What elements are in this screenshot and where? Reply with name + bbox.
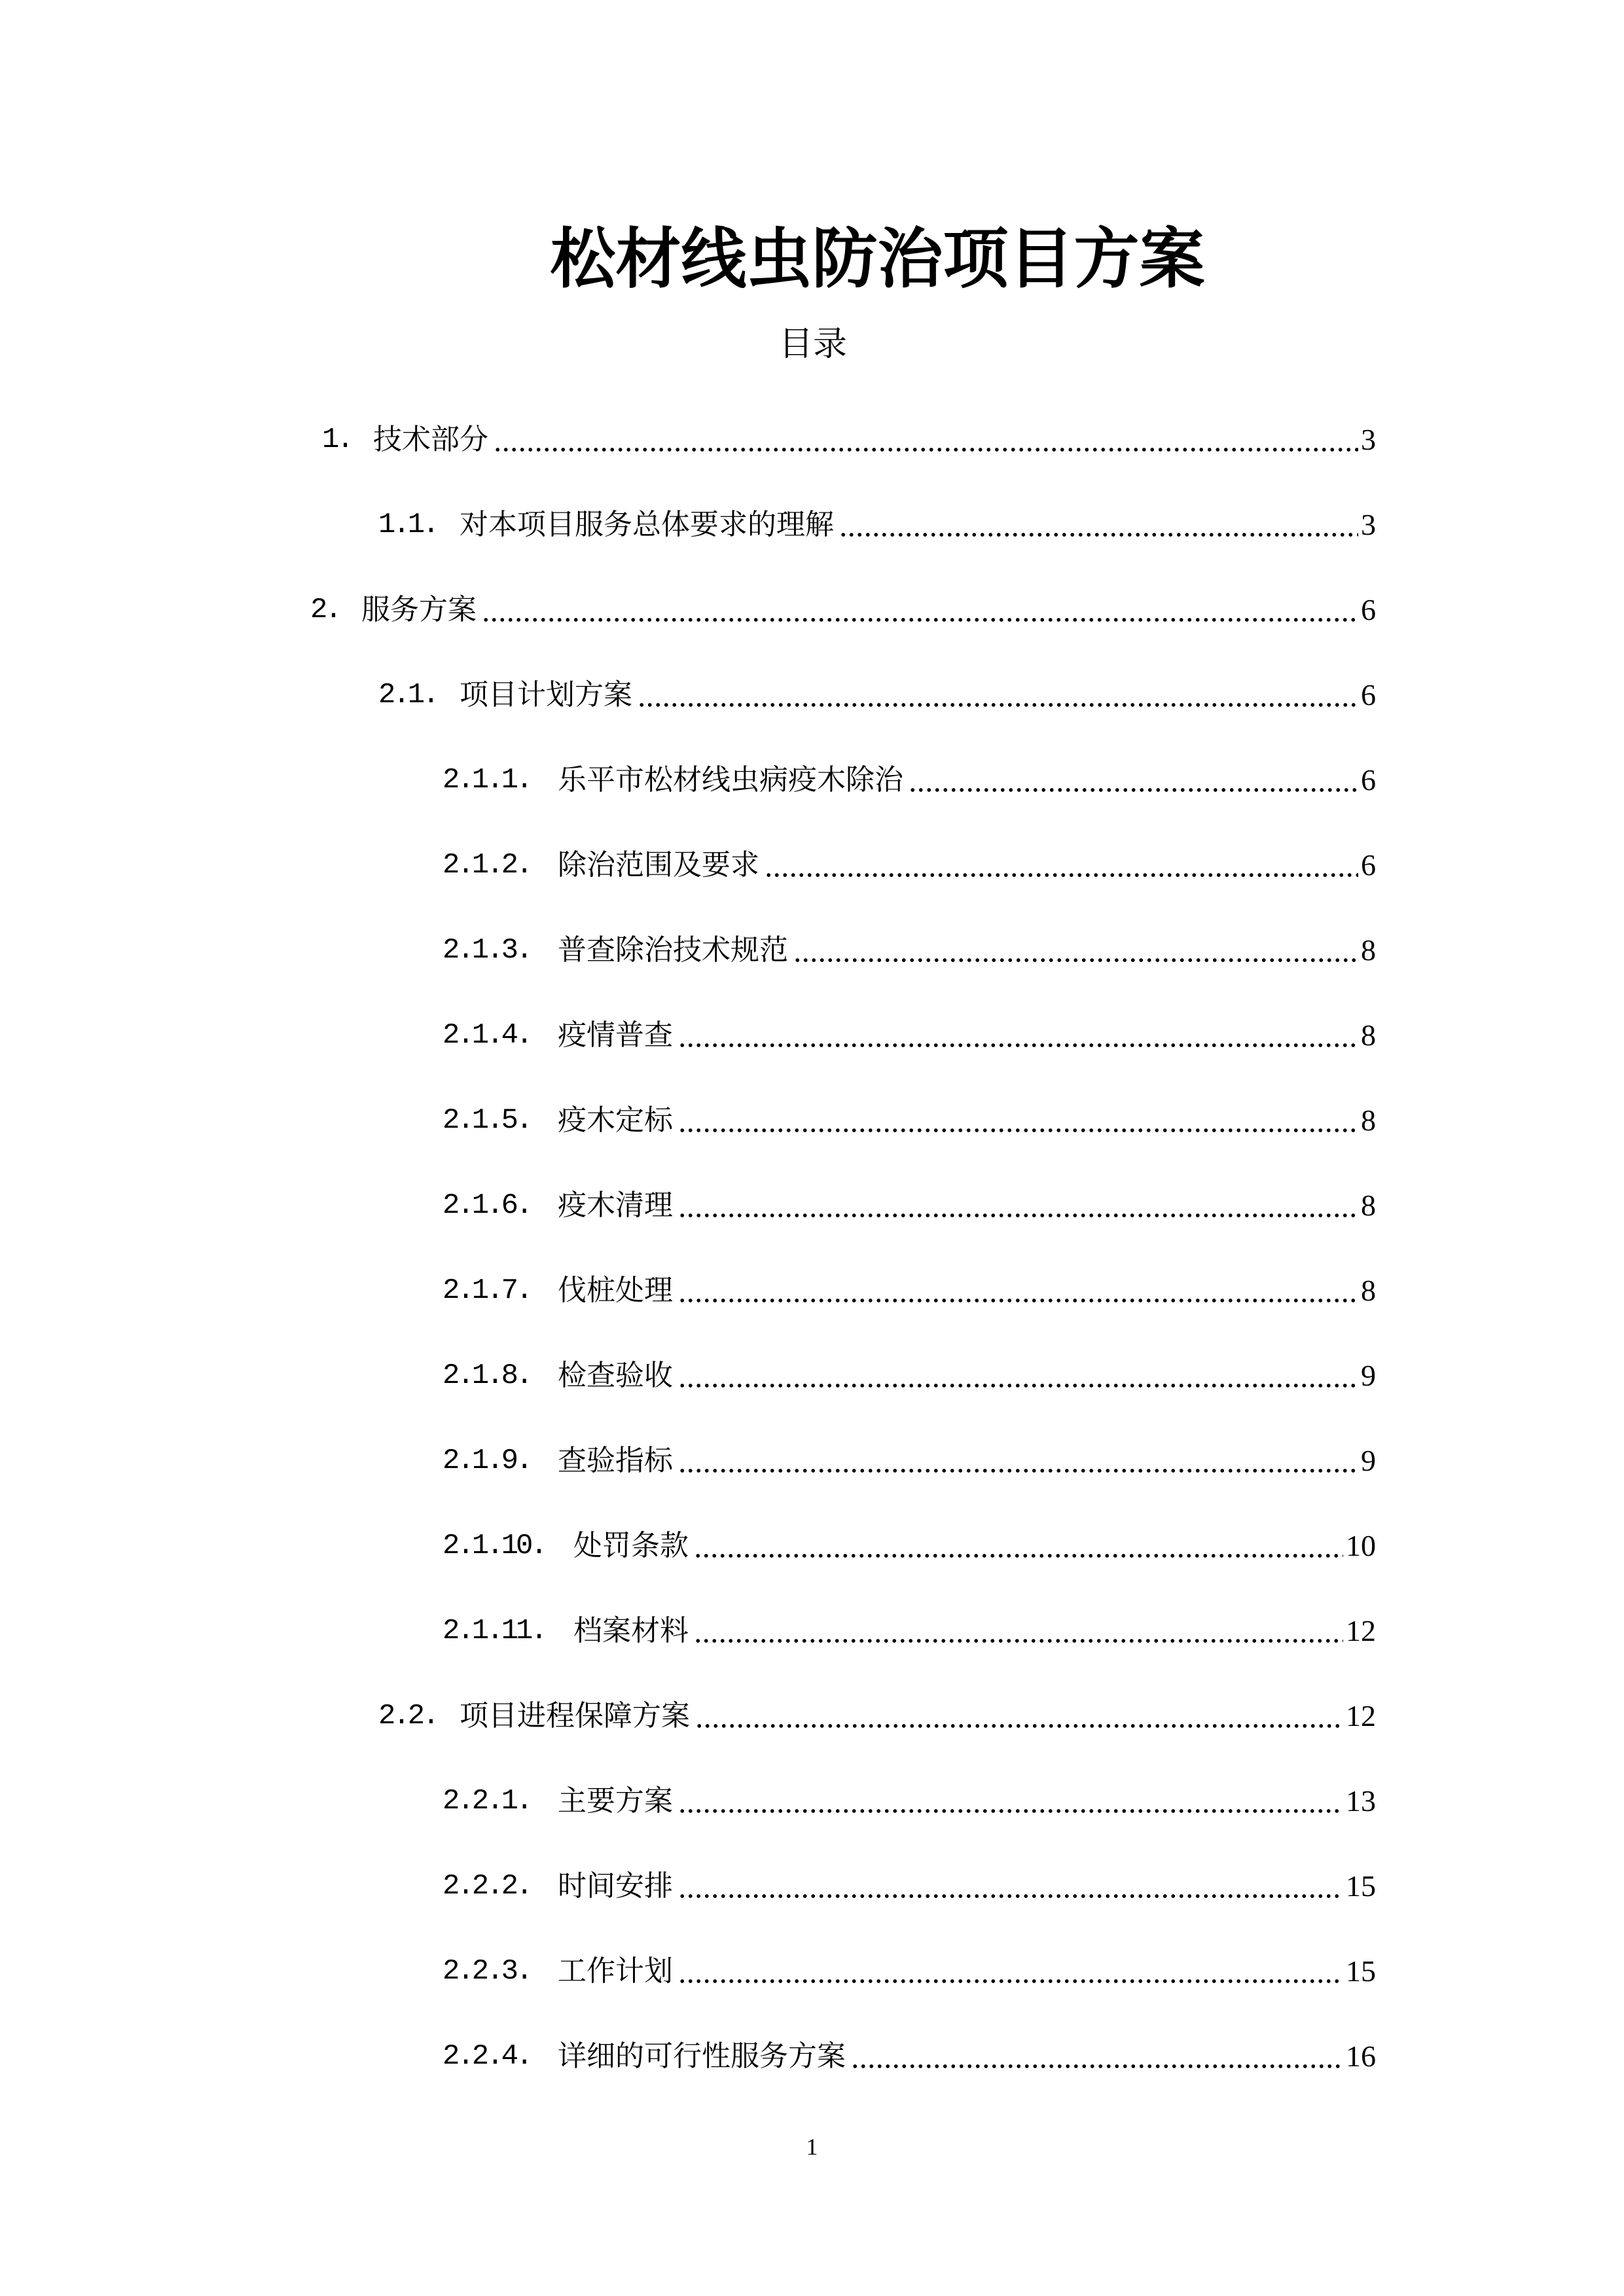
toc-dot-leader (678, 1299, 1358, 1302)
toc-entry-title: 项目计划方案 (460, 678, 632, 711)
toc-entry[interactable] (378, 1695, 1376, 1734)
toc-entry-title: 详细的可行性服务方案 (558, 2039, 846, 2073)
toc-entry-number: 2.1.6. (442, 1189, 531, 1222)
toc-entry[interactable] (442, 1270, 1376, 1309)
toc-entry-page: 12 (1346, 1699, 1376, 1732)
toc-entry-page: 8 (1361, 1018, 1376, 1052)
toc-dot-leader (678, 1894, 1343, 1898)
toc-dot-leader (494, 448, 1358, 452)
toc-entry-number: 2.1. (378, 679, 437, 711)
toc-entry[interactable] (442, 759, 1376, 798)
toc-entry-title: 档案材料 (573, 1614, 689, 1647)
toc-entry[interactable] (442, 1610, 1376, 1649)
toc-entry-title: 除治范围及要求 (558, 848, 759, 882)
toc-dot-leader (678, 1384, 1358, 1388)
toc-entry-title: 工作计划 (558, 1954, 673, 1988)
toc-entry-title: 技术部分 (373, 423, 488, 456)
toc-entry[interactable] (442, 1355, 1376, 1394)
toc-entry-page: 12 (1346, 1614, 1376, 1647)
toc-entry-page: 3 (1361, 508, 1376, 541)
toc-entry-number: 1.1. (378, 509, 437, 541)
toc-dot-leader (638, 703, 1358, 707)
toc-entry-page: 8 (1361, 1103, 1376, 1137)
toc-dot-leader (678, 1043, 1358, 1047)
toc-entry-title: 对本项目服务总体要求的理解 (460, 508, 834, 541)
toc-entry-page: 6 (1361, 678, 1376, 711)
toc-entry-page: 8 (1361, 1274, 1376, 1307)
toc-entry-number: 2.1.9. (442, 1444, 531, 1477)
toc-entry-page: 9 (1361, 1444, 1376, 1477)
toc-entry-page: 15 (1346, 1954, 1376, 1988)
toc-entry[interactable] (378, 504, 1376, 543)
toc-entry[interactable] (378, 674, 1376, 713)
toc-entry-title: 伐桩处理 (558, 1274, 673, 1307)
toc-entry-number: 2.2.4. (442, 2040, 531, 2073)
toc-dot-leader (678, 1128, 1358, 1132)
toc-entry-title: 处罚条款 (573, 1529, 689, 1562)
toc-entry[interactable] (442, 1014, 1376, 1054)
toc-entry-number: 2.1.4. (442, 1019, 531, 1052)
toc-entry-number: 2.2.3. (442, 1955, 531, 1988)
toc-entry[interactable] (442, 1780, 1376, 1820)
toc-entry[interactable] (442, 1950, 1376, 1990)
toc-entry[interactable] (442, 2036, 1376, 2075)
toc-dot-leader (694, 1639, 1343, 1643)
page-number: 1 (806, 2134, 818, 2160)
toc-entry[interactable] (322, 419, 1376, 458)
toc-entry-page: 8 (1361, 1189, 1376, 1222)
toc-entry-page: 6 (1361, 763, 1376, 797)
toc-entry-title: 疫木清理 (558, 1189, 673, 1222)
toc-dot-leader (765, 873, 1358, 877)
toc-entry-number: 2.1.10. (442, 1530, 545, 1562)
toc-entry[interactable] (442, 1185, 1376, 1224)
toc-dot-leader (678, 1469, 1358, 1473)
toc-dot-leader (694, 1554, 1343, 1558)
toc-dot-leader (482, 618, 1358, 622)
toc-entry-number: 2.1.5. (442, 1104, 531, 1137)
toc-entry-number: 2.1.8. (442, 1359, 531, 1392)
toc-dot-leader (678, 1979, 1343, 1983)
toc-entry-number: 2.1.3. (442, 934, 531, 967)
toc-entry-number: 2.1.11. (442, 1615, 545, 1647)
toc-entry-title: 时间安排 (558, 1869, 673, 1903)
toc-entry[interactable] (310, 589, 1376, 628)
toc-entry-number: 2.1.2. (442, 849, 531, 882)
toc-entry-title: 服务方案 (361, 593, 477, 626)
toc-entry-number: 2.1.7. (442, 1274, 531, 1307)
toc-dot-leader (793, 958, 1358, 962)
toc-entry-page: 10 (1346, 1529, 1376, 1562)
toc-entry-number: 2.2.1. (442, 1785, 531, 1818)
toc-entry-page: 8 (1361, 933, 1376, 967)
toc-entry-title: 疫情普查 (558, 1018, 673, 1052)
document-title: 松材线虫防治项目方案 (550, 221, 1205, 297)
toc-entry[interactable] (442, 1525, 1376, 1564)
toc-entry-page: 6 (1361, 593, 1376, 626)
toc-entry-page: 15 (1346, 1869, 1376, 1903)
toc-entry-number: 2.1.1. (442, 764, 531, 797)
toc-entry[interactable] (442, 1865, 1376, 1905)
toc-entry[interactable] (442, 1100, 1376, 1139)
toc-dot-leader (678, 1213, 1358, 1217)
toc-entry-page: 9 (1361, 1359, 1376, 1392)
toc-entry[interactable] (442, 1440, 1376, 1479)
toc-entry[interactable] (442, 844, 1376, 884)
toc-entry-title: 疫木定标 (558, 1103, 673, 1137)
toc-heading: 目录 (779, 325, 848, 364)
toc-entry-title: 项目进程保障方案 (460, 1699, 690, 1732)
toc-entry-number: 2.2. (378, 1700, 437, 1732)
toc-dot-leader (851, 2064, 1343, 2068)
toc-entry-title: 查验指标 (558, 1444, 673, 1477)
toc-dot-leader (678, 1809, 1343, 1813)
toc-entry-title: 主要方案 (558, 1784, 673, 1818)
toc-entry-number: 2. (310, 594, 340, 626)
toc-dot-leader (909, 788, 1358, 792)
toc-entry-number: 2.2.2. (442, 1870, 531, 1903)
toc-entry-page: 3 (1361, 423, 1376, 456)
toc-dot-leader (839, 533, 1358, 537)
toc-entry-number: 1. (322, 423, 352, 456)
toc-entry-title: 乐平市松材线虫病疫木除治 (558, 763, 903, 797)
toc-entry-page: 13 (1346, 1784, 1376, 1818)
toc-entry-page: 6 (1361, 848, 1376, 882)
toc-dot-leader (695, 1724, 1343, 1728)
toc-entry-title: 检查验收 (558, 1359, 673, 1392)
toc-entry[interactable] (442, 929, 1376, 969)
toc-entry-page: 16 (1346, 2039, 1376, 2073)
toc-entry-title: 普查除治技术规范 (558, 933, 788, 967)
